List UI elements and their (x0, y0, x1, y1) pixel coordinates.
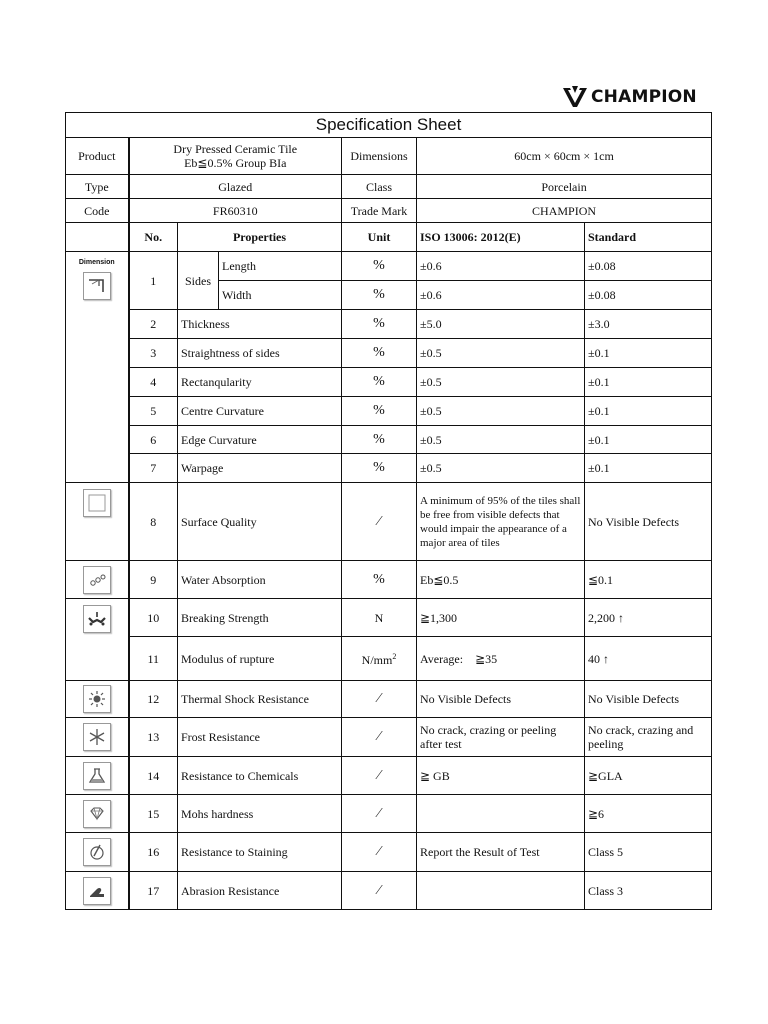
unit-cell: N (342, 599, 417, 637)
header-unit: Unit (342, 223, 417, 252)
standard-value: Class 5 (585, 833, 712, 872)
staining-icon-cell (66, 833, 129, 872)
product-row (66, 138, 712, 175)
property-name: Resistance to Chemicals (178, 757, 342, 795)
table-row (66, 454, 712, 483)
water-icon-cell (66, 561, 129, 599)
brand-name: CHAMPION (591, 87, 697, 107)
iso-value: ≧ GB (417, 757, 585, 795)
champion-emblem-icon (562, 85, 588, 109)
row-number: 12 (129, 681, 178, 718)
iso-value: ≧1,300 (417, 599, 585, 637)
standard-value: 2,200 ↑ (585, 599, 712, 637)
unit-superscript: 2 (392, 652, 397, 661)
specification-table (65, 112, 712, 910)
iso-value: ±0.5 (417, 426, 585, 454)
code-value: FR60310 (129, 199, 342, 223)
standard-value: ±0.08 (585, 252, 712, 281)
standard-value: ±0.1 (585, 339, 712, 368)
unit-cell (342, 637, 417, 681)
property-name: Surface Quality (178, 483, 342, 561)
type-label: Type (66, 175, 129, 199)
table-row (66, 637, 712, 681)
iso-value: ±0.5 (417, 339, 585, 368)
dimension-icon-cell (66, 252, 129, 483)
row-number: 4 (129, 368, 178, 397)
thermal-icon-cell (66, 681, 129, 718)
thermal-icon (83, 685, 111, 713)
code-label: Code (66, 199, 129, 223)
property-name: Mohs hardness (178, 795, 342, 833)
standard-value: No crack, crazing and peeling (585, 718, 712, 757)
standard-value: ±0.1 (585, 368, 712, 397)
unit-cell: ⁄ (342, 757, 417, 795)
unit-cell: ⁄ (342, 833, 417, 872)
breaking-icon-cell (66, 599, 129, 681)
standard-value: ≦0.1 (585, 561, 712, 599)
iso-value: ±0.5 (417, 397, 585, 426)
unit-cell: % (342, 368, 417, 397)
property-name: Length (219, 252, 342, 281)
row-number: 5 (129, 397, 178, 426)
row-number: 6 (129, 426, 178, 454)
table-row (66, 483, 712, 561)
header-row (66, 223, 712, 252)
property-name: Width (219, 281, 342, 310)
table-row (66, 681, 712, 718)
standard-value: Class 3 (585, 872, 712, 910)
unit-cell: ⁄ (342, 681, 417, 718)
champion-logo (562, 83, 712, 111)
standard-value: 40 ↑ (585, 637, 712, 681)
iso-value: ±0.5 (417, 454, 585, 483)
title-row (66, 113, 712, 138)
abrasion-icon-cell (66, 872, 129, 910)
unit-cell: ⁄ (342, 483, 417, 561)
standard-value: ±0.1 (585, 426, 712, 454)
row-number: 13 (129, 718, 178, 757)
table-row (66, 310, 712, 339)
table-row (66, 339, 712, 368)
water-icon (83, 566, 111, 594)
code-row (66, 199, 712, 223)
property-name: Thickness (178, 310, 342, 339)
row-number: 17 (129, 872, 178, 910)
unit-cell: % (342, 426, 417, 454)
property-name: Modulus of rupture (178, 637, 342, 681)
table-row (66, 833, 712, 872)
header-iso: ISO 13006: 2012(E) (417, 223, 585, 252)
iso-value: No Visible Defects (417, 681, 585, 718)
property-name: Edge Curvature (178, 426, 342, 454)
unit-cell: ⁄ (342, 872, 417, 910)
standard-value: ≧6 (585, 795, 712, 833)
dimensions-label: Dimensions (342, 138, 417, 175)
abrasion-icon (83, 877, 111, 905)
surface-icon (83, 489, 111, 517)
product-label: Product (66, 138, 129, 175)
product-value (129, 138, 342, 175)
type-value: Glazed (129, 175, 342, 199)
standard-value: No Visible Defects (585, 681, 712, 718)
row-number: 11 (129, 637, 178, 681)
property-name: Resistance to Staining (178, 833, 342, 872)
iso-value: ±5.0 (417, 310, 585, 339)
unit-cell: ⁄ (342, 795, 417, 833)
standard-value: ≧GLA (585, 757, 712, 795)
row-number: 14 (129, 757, 178, 795)
table-row (66, 599, 712, 637)
trademark-label: Trade Mark (342, 199, 417, 223)
header-standard: Standard (585, 223, 712, 252)
standard-value: ±3.0 (585, 310, 712, 339)
iso-value (417, 872, 585, 910)
table-row (66, 561, 712, 599)
standard-value: ±0.1 (585, 397, 712, 426)
header-properties: Properties (178, 223, 342, 252)
mohs-icon (83, 800, 111, 828)
mohs-icon-cell (66, 795, 129, 833)
product-line2: Eb≦0.5% Group BIa (184, 156, 287, 170)
product-line1: Dry Pressed Ceramic Tile (173, 142, 298, 156)
row-number: 7 (129, 454, 178, 483)
row-number: 2 (129, 310, 178, 339)
row-number: 1 (129, 252, 178, 310)
iso-value: Average: ≧35 (417, 637, 585, 681)
iso-value (417, 795, 585, 833)
trademark-value: CHAMPION (417, 199, 712, 223)
unit-cell: % (342, 561, 417, 599)
header-no: No. (129, 223, 178, 252)
row-number: 15 (129, 795, 178, 833)
property-name: Centre Curvature (178, 397, 342, 426)
unit-cell: % (342, 339, 417, 368)
dimension-label: Dimension (78, 259, 115, 266)
surface-icon-cell (66, 483, 129, 561)
iso-value: ±0.5 (417, 368, 585, 397)
table-row (66, 368, 712, 397)
property-name: Straightness of sides (178, 339, 342, 368)
row-number: 3 (129, 339, 178, 368)
chemical-icon (83, 762, 111, 790)
class-label: Class (342, 175, 417, 199)
class-value: Porcelain (417, 175, 712, 199)
row-number: 10 (129, 599, 178, 637)
chemical-icon-cell (66, 757, 129, 795)
icon-header (66, 223, 129, 252)
unit-cell: % (342, 281, 417, 310)
iso-value: A minimum of 95% of the tiles shall be free from visible defects that would impair the appearance of a major area of tiles (417, 483, 585, 561)
property-name: Rectanqularity (178, 368, 342, 397)
unit-cell: % (342, 454, 417, 483)
table-row (66, 426, 712, 454)
property-name: Frost Resistance (178, 718, 342, 757)
iso-value: ±0.6 (417, 281, 585, 310)
table-row (66, 872, 712, 910)
property-name: Abrasion Resistance (178, 872, 342, 910)
standard-value: ±0.08 (585, 281, 712, 310)
iso-value: ±0.6 (417, 252, 585, 281)
frost-icon (83, 723, 111, 751)
staining-icon (83, 838, 111, 866)
unit-cell: % (342, 397, 417, 426)
row-number: 9 (129, 561, 178, 599)
unit-cell: % (342, 310, 417, 339)
property-name: Breaking Strength (178, 599, 342, 637)
table-row (66, 397, 712, 426)
table-row (66, 718, 712, 757)
unit-cell: ⁄ (342, 718, 417, 757)
property-name: Thermal Shock Resistance (178, 681, 342, 718)
dimensions-value: 60cm × 60cm × 1cm (417, 138, 712, 175)
row-number: 16 (129, 833, 178, 872)
iso-value: No crack, crazing or peeling after test (417, 718, 585, 757)
standard-value: No Visible Defects (585, 483, 712, 561)
iso-value: Eb≦0.5 (417, 561, 585, 599)
dimension-icon (83, 272, 111, 300)
breaking-icon (83, 605, 111, 633)
unit-cell: % (342, 252, 417, 281)
iso-value: Report the Result of Test (417, 833, 585, 872)
sides-label: Sides (178, 252, 219, 310)
property-name: Warpage (178, 454, 342, 483)
row-number: 8 (129, 483, 178, 561)
table-row (66, 795, 712, 833)
table-row (66, 252, 712, 281)
frost-icon-cell (66, 718, 129, 757)
property-name: Water Absorption (178, 561, 342, 599)
sheet-title: Specification Sheet (66, 113, 712, 138)
type-row (66, 175, 712, 199)
table-row (66, 757, 712, 795)
unit-text: N/mm (361, 653, 393, 667)
standard-value: ±0.1 (585, 454, 712, 483)
